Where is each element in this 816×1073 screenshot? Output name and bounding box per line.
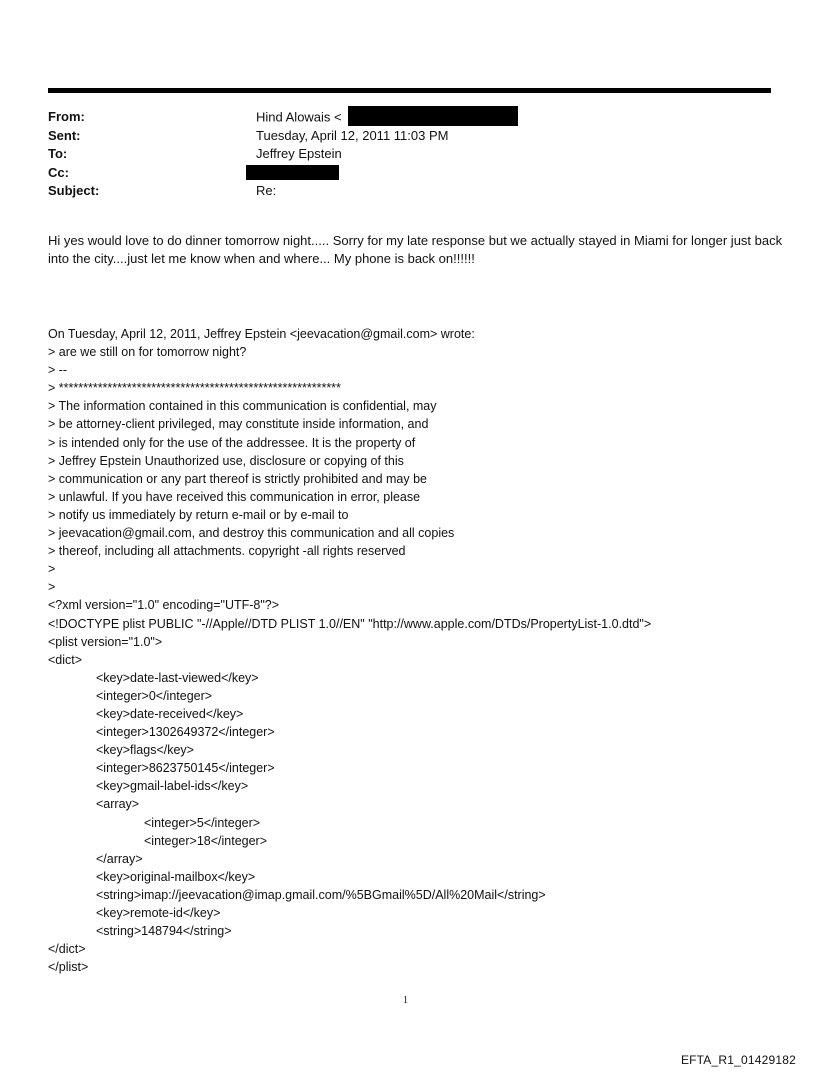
plist-line: </dict> [48,942,86,957]
subject-label: Subject: [48,183,100,198]
quoted-lines [48,325,788,669]
quoted-line: <?xml version="1.0" encoding="UTF-8"?> [48,598,280,613]
plist-line: <string>imap://jeevacation@imap.gmail.com/%5BGmail%5D/All%20Mail</string> [96,887,546,902]
sent-label: Sent: [48,127,81,143]
plist-line: <string>148794</string> [96,924,232,939]
subject-value: Re: [256,183,277,198]
quoted-line: <!DOCTYPE plist PUBLIC "-//Apple//DTD PLIST 1.0//EN" "http://www.apple.com/DTDs/PropertyList-1.0.dtd"> [48,616,652,631]
plist-line: </plist> [48,960,89,975]
plist-dict [48,669,788,977]
quoted-line: > jeevacation@gmail.com, and destroy this communication and all copies [48,526,455,541]
document-id: EFTA_R1_01429182 [680,1053,796,1067]
quoted-line: > be attorney-client privileged, may constitute inside information, and [48,417,429,432]
cc-label: Cc: [48,164,69,180]
quoted-line: > are we still on for tomorrow night? [48,345,247,360]
quoted-line: > unlawful. If you have received this communication in error, please [48,489,421,504]
to-row [48,145,771,164]
plist-line: <integer>8623750145</integer> [96,761,275,776]
email-header [48,108,771,201]
plist-line: <key>date-received</key> [96,706,244,721]
cc-row [48,164,771,183]
quoted-line: On Tuesday, April 12, 2011, Jeffrey Epstein <jeevacation@gmail.com> wrote: [48,327,475,341]
plist-line: <integer>1302649372</integer> [96,725,275,740]
plist-line: <key>gmail-label-ids</key> [96,779,249,794]
redaction-box [246,165,339,180]
plist-line: <integer>18</integer> [144,833,268,848]
plist-line: <key>remote-id</key> [96,906,221,920]
subject-row [48,182,771,201]
plist-line: <key>flags</key> [96,743,194,758]
from-label: From: [48,109,85,124]
sent-row [48,127,771,146]
quoted-line: > communication or any part thereof is strictly prohibited and may be [48,471,428,486]
to-label: To: [48,146,68,161]
quoted-line: <dict> [48,652,83,667]
plist-line: <integer>5</integer> [144,815,261,830]
quoted-line: > [48,562,56,577]
quoted-line: > Jeffrey Epstein Unauthorized use, disclosure or copying of this [48,453,404,468]
from-name: Hind Alowais < [256,109,342,125]
from-value [256,108,518,128]
quoted-line: > [48,580,56,595]
quoted-line: > -- [48,363,68,378]
redaction-box [348,106,518,126]
plist-line: <integer>0</integer> [96,688,213,703]
quoted-line: <plist version="1.0"> [48,634,163,649]
plist-line: </array> [96,851,143,866]
quoted-line: > notify us immediately by return e-mail or by e-mail to [48,507,349,522]
plist-line: <key>original-mailbox</key> [96,869,256,884]
page-number: 1 [403,995,408,1006]
quoted-line: > The information contained in this communication is confidential, may [48,399,437,414]
sent-value: Tuesday, April 12, 2011 11:03 PM [256,127,449,143]
quoted-line: > is intended only for the use of the addressee. It is the property of [48,435,416,450]
header-rule [48,88,771,93]
plist-line: <array> [96,797,140,812]
quoted-line: > ********************************************************** [48,381,341,396]
email-body: Hi yes would love to do dinner tomorrow night..... Sorry for my late response but we actually stayed in Miami for longer just back into the city....just let me know when and where... My phone is back on!!!!!! [48,233,783,266]
quoted-message [48,325,788,976]
to-value: Jeffrey Epstein [256,146,342,161]
from-row [48,108,771,127]
plist-line: <key>date-last-viewed</key> [96,670,259,685]
quoted-line: > thereof, including all attachments. copyright -all rights reserved [48,544,406,559]
